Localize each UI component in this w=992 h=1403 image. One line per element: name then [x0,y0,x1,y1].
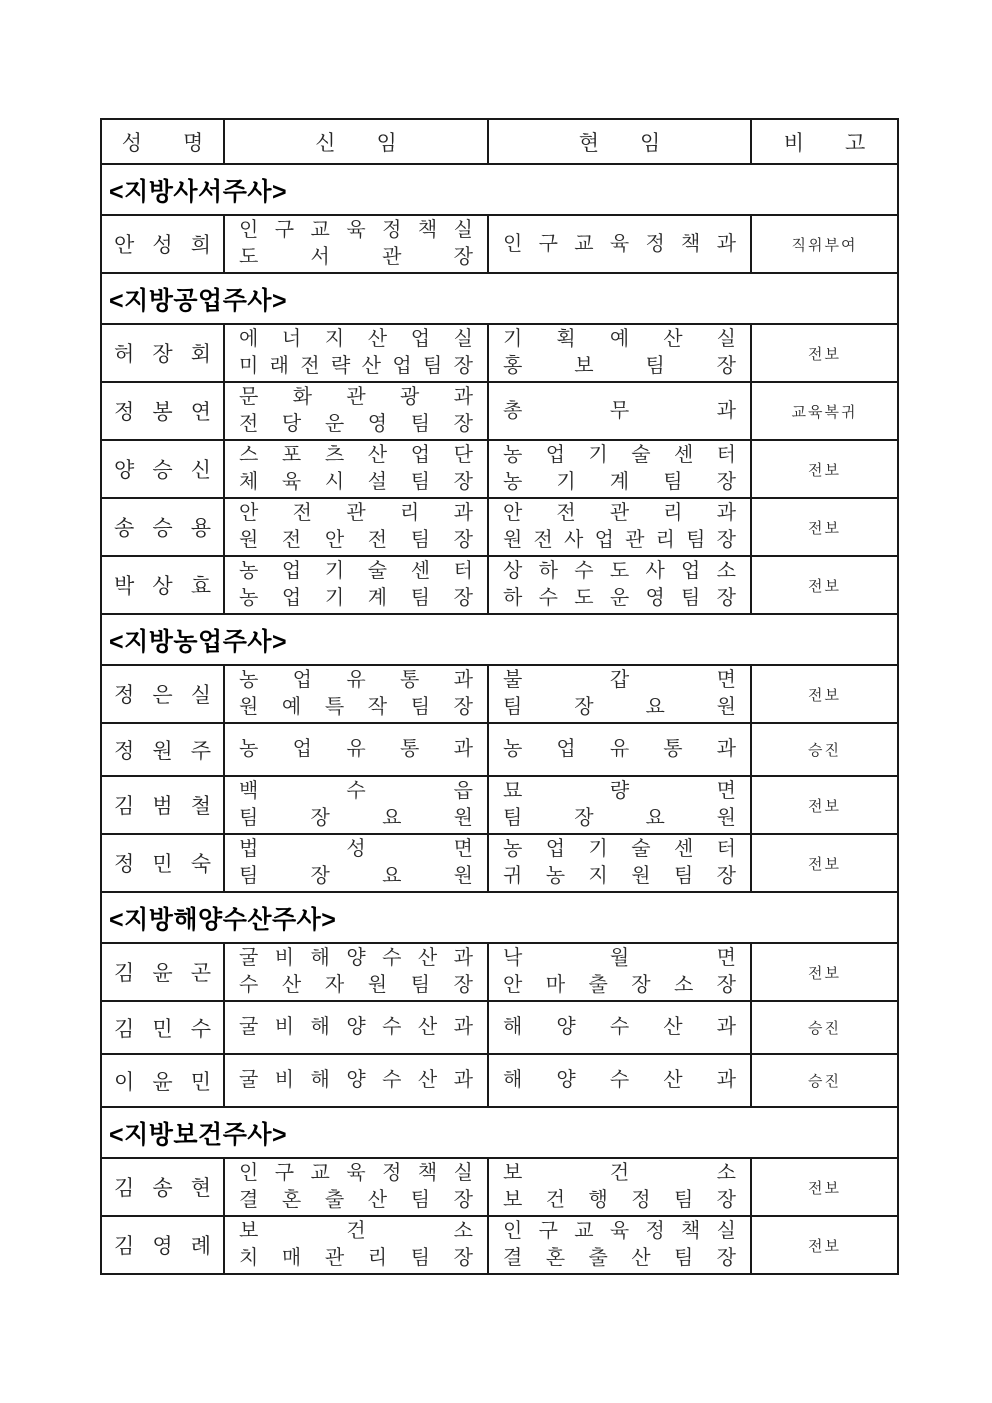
current-position-line: 농 업 기 술 센 터 [503,444,736,466]
new-position-line: 굴 비 해 양 수 산 과 [239,1069,473,1091]
current-position-line: 보 건 행 정 팀 장 [503,1189,736,1211]
new-position-line: 굴 비 해 양 수 산 과 [239,947,473,969]
table-row [101,556,898,614]
current-position-cell [488,382,751,440]
table-row [101,834,898,892]
note-cell: 전보 [751,1216,898,1274]
name-cell [101,498,224,556]
new-position-cell [224,440,488,498]
note-cell: 전보 [751,1158,898,1216]
new-position-line: 결 혼 출 산 팀 장 [239,1189,473,1211]
person-name: 정 민 숙 [114,852,211,876]
new-position-line: 원 예 특 작 팀 장 [239,696,473,718]
new-position-line: 도 서 관 장 [239,246,473,268]
current-position-line: 안 마 출 장 소 장 [503,974,736,996]
current-position-cell [488,498,751,556]
new-position-line: 인 구 교 육 정 책 실 [239,219,473,241]
new-position-line: 수 산 자 원 팀 장 [239,974,473,996]
personnel-table [100,118,899,1275]
new-position-line: 백 수 읍 [239,780,473,802]
note-cell: 전보 [751,665,898,723]
table-row [101,1001,898,1054]
current-position-line: 해 양 수 산 과 [503,1069,736,1091]
note-cell: 직위부여 [751,215,898,273]
current-position-line: 불 갑 면 [503,669,736,691]
new-position-cell [224,324,488,382]
person-name: 정 은 실 [114,683,211,707]
person-name: 김 민 수 [114,1016,211,1041]
current-position-line: 원 전 사 업 관 리 팀 장 [503,529,736,551]
person-name: 정 봉 연 [114,400,211,424]
note-cell: 전보 [751,498,898,556]
note-cell: 전보 [751,943,898,1001]
current-position-cell [488,1054,751,1107]
person-name: 김 범 철 [114,794,211,818]
name-cell [101,943,224,1001]
new-position-cell [224,498,488,556]
table-row [101,440,898,498]
person-name: 김 송 현 [114,1176,211,1200]
current-position-cell [488,1216,751,1274]
name-cell [101,834,224,892]
new-position-cell [224,1216,488,1274]
current-position-line: 총 무 과 [503,399,736,422]
name-cell [101,382,224,440]
section-title: <지방공업주사> [101,273,898,324]
current-position-line: 농 업 기 술 센 터 [503,838,736,860]
table-row [101,1216,898,1274]
note-cell: 승진 [751,1001,898,1054]
person-name: 허 장 회 [114,342,211,366]
note-cell: 승진 [751,723,898,776]
current-position-line: 인 구 교 육 정 책 실 [503,1220,736,1242]
new-position-cell [224,1158,488,1216]
new-position-line: 보 건 소 [239,1220,473,1242]
table-row [101,943,898,1001]
name-cell [101,440,224,498]
name-cell [101,723,224,776]
current-position-cell [488,1158,751,1216]
current-position-line: 보 건 소 [503,1162,736,1184]
current-position-line: 낙 월 면 [503,947,736,969]
name-cell [101,1158,224,1216]
person-name: 김 윤 곤 [114,961,211,985]
new-position-cell [224,215,488,273]
table-row [101,498,898,556]
current-position-cell [488,723,751,776]
new-position-line: 농 업 기 술 센 터 [239,560,473,582]
new-position-cell [224,943,488,1001]
current-position-line: 묘 량 면 [503,780,736,802]
new-position-line: 팀 장 요 원 [239,865,473,887]
new-position-line: 법 성 면 [239,838,473,860]
name-cell [101,324,224,382]
note-cell: 전보 [751,324,898,382]
section-title: <지방사서주사> [101,164,898,215]
table-row [101,665,898,723]
person-name: 송 승 용 [114,516,211,540]
person-name: 박 상 효 [114,574,211,598]
current-position-line: 기 획 예 산 실 [503,328,736,350]
name-cell [101,1216,224,1274]
current-position-cell [488,943,751,1001]
current-position-line: 팀 장 요 원 [503,807,736,829]
name-cell [101,1054,224,1107]
new-position-cell [224,556,488,614]
current-position-line: 인 구 교 육 정 책 과 [503,232,736,255]
header-new-position: 신 임 [224,119,488,164]
current-position-line: 농 기 계 팀 장 [503,471,736,493]
new-position-line: 에 너 지 산 업 실 [239,328,473,350]
table-row [101,324,898,382]
current-position-line: 상 하 수 도 사 업 소 [503,560,736,582]
table-row [101,382,898,440]
new-position-cell [224,776,488,834]
current-position-line: 하 수 도 운 영 팀 장 [503,587,736,609]
new-position-line: 체 육 시 설 팀 장 [239,471,473,493]
name-cell [101,776,224,834]
person-name: 안 성 희 [114,233,211,257]
current-position-cell [488,215,751,273]
current-position-line: 홍 보 팀 장 [503,355,736,377]
person-name: 정 원 주 [114,738,211,763]
person-name: 이 윤 민 [114,1069,211,1094]
section-header-row [101,614,898,665]
new-position-line: 치 매 관 리 팀 장 [239,1247,473,1269]
current-position-cell [488,556,751,614]
table-row [101,215,898,273]
current-position-cell [488,1001,751,1054]
person-name: 양 승 신 [114,458,211,482]
section-header-row [101,164,898,215]
new-position-cell [224,723,488,776]
note-cell: 전보 [751,556,898,614]
current-position-cell [488,834,751,892]
name-cell [101,556,224,614]
current-position-cell [488,776,751,834]
current-position-line: 귀 농 지 원 팀 장 [503,865,736,887]
new-position-cell [224,1001,488,1054]
new-position-cell [224,834,488,892]
section-title: <지방농업주사> [101,614,898,665]
new-position-line: 팀 장 요 원 [239,807,473,829]
current-position-cell [488,665,751,723]
name-cell [101,1001,224,1054]
note-cell: 승진 [751,1054,898,1107]
person-name: 김 영 례 [114,1234,211,1258]
new-position-cell [224,665,488,723]
section-header-row [101,892,898,943]
note-cell: 교육복귀 [751,382,898,440]
new-position-cell [224,1054,488,1107]
name-cell [101,665,224,723]
table-header-row [101,119,898,164]
name-cell [101,215,224,273]
section-title: <지방해양수산주사> [101,892,898,943]
section-header-row [101,273,898,324]
new-position-line: 문 화 관 광 과 [239,386,473,408]
new-position-line: 인 구 교 육 정 책 실 [239,1162,473,1184]
note-cell: 전보 [751,440,898,498]
table-row [101,1054,898,1107]
current-position-line: 결 혼 출 산 팀 장 [503,1247,736,1269]
current-position-line: 안 전 관 리 과 [503,502,736,524]
current-position-line: 해 양 수 산 과 [503,1016,736,1038]
new-position-line: 전 당 운 영 팀 장 [239,413,473,435]
table-row [101,1158,898,1216]
current-position-cell [488,324,751,382]
new-position-line: 스 포 츠 산 업 단 [239,444,473,466]
section-header-row [101,1107,898,1158]
note-cell: 전보 [751,776,898,834]
current-position-cell [488,440,751,498]
new-position-line: 미 래 전 략 산 업 팀 장 [239,355,473,377]
note-cell: 전보 [751,834,898,892]
new-position-line: 굴 비 해 양 수 산 과 [239,1016,473,1038]
section-title: <지방보건주사> [101,1107,898,1158]
current-position-line: 농 업 유 통 과 [503,738,736,760]
new-position-line: 원 전 안 전 팀 장 [239,529,473,551]
new-position-cell [224,382,488,440]
new-position-line: 농 업 기 계 팀 장 [239,587,473,609]
header-note: 비 고 [751,119,898,164]
header-current-position: 현 임 [488,119,751,164]
table-row [101,723,898,776]
table-row [101,776,898,834]
new-position-line: 안 전 관 리 과 [239,502,473,524]
new-position-line: 농 업 유 통 과 [239,669,473,691]
header-name: 성 명 [101,119,224,164]
current-position-line: 팀 장 요 원 [503,696,736,718]
new-position-line: 농 업 유 통 과 [239,738,473,760]
